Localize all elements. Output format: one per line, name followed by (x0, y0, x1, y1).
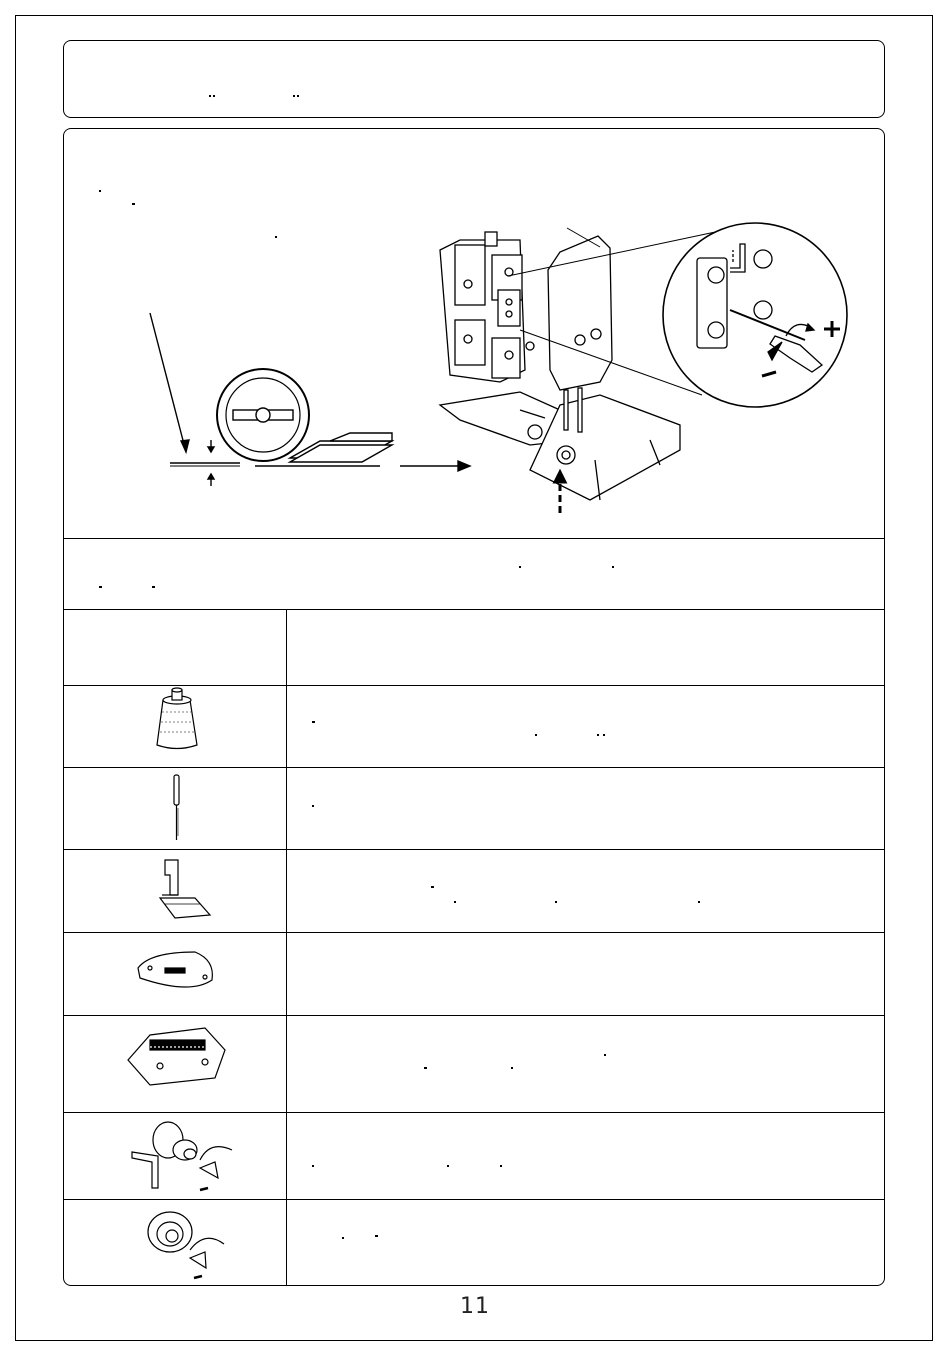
sewing-machine-head-icon (440, 232, 680, 500)
presser-foot-icon (160, 860, 210, 918)
needle-icon (174, 775, 179, 840)
thread-tension-knob-icon (132, 1122, 232, 1190)
adjustment-detail-icon (663, 223, 847, 407)
page-number: 11 (460, 1294, 490, 1319)
fabric-thickness-gauge-icon (150, 313, 470, 486)
needle-plate-icon (138, 952, 212, 987)
thread-cone-icon (157, 688, 197, 749)
upward-arrow-icon (555, 472, 565, 513)
bobbin-case-icon (148, 1212, 224, 1278)
feed-dog-icon (128, 1028, 225, 1085)
